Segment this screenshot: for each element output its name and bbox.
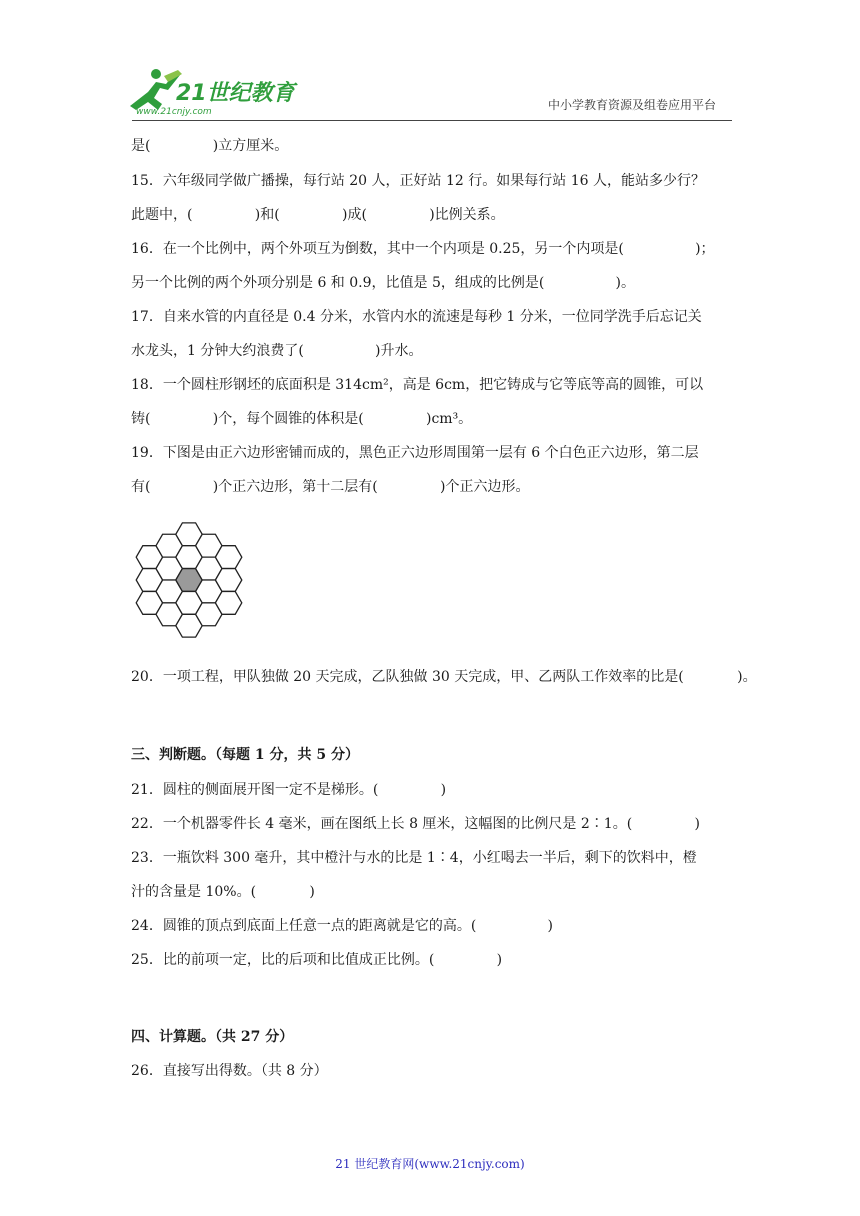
question-23: 23．一瓶饮料 300 毫升，其中橙汁与水的比是 1∶4，小红喝去一半后，剩下的饮料中，橙 bbox=[131, 850, 697, 866]
question-20: 20．一项工程，甲队独做 20 天完成，乙队独做 30 天完成，甲、乙两队工作效率的比是( )。 bbox=[131, 669, 757, 685]
question-26: 26．直接写出得数。（共 8 分） bbox=[131, 1063, 328, 1079]
question-line: 水龙头，1 分钟大约浪费了( )升水。 bbox=[131, 343, 423, 359]
question-15: 15．六年级同学做广播操，每行站 20 人，正好站 12 行。如果每行站 16 人，能站多少行？ bbox=[131, 173, 705, 189]
question-line: 汁的含量是 10%。( ) bbox=[131, 884, 315, 900]
hexagon-tiling-figure bbox=[128, 512, 250, 648]
question-line: 是( )立方厘米。 bbox=[131, 138, 289, 154]
site-logo bbox=[120, 66, 300, 116]
page-header bbox=[0, 0, 860, 125]
logo-text: 21世纪教育 bbox=[176, 81, 295, 106]
question-21: 21．圆柱的侧面展开图一定不是梯形。( ) bbox=[131, 782, 447, 798]
question-24: 24．圆锥的顶点到底面上任意一点的距离就是它的高。( ) bbox=[131, 918, 553, 934]
header-platform-name: 中小学教育资源及组卷应用平台 bbox=[548, 98, 717, 112]
question-18: 18．一个圆柱形钢坯的底面积是 314cm²，高是 6cm，把它铸成与它等底等高的圆锥，可以 bbox=[131, 377, 704, 393]
header-divider bbox=[132, 120, 732, 121]
question-22: 22．一个机器零件长 4 毫米，画在图纸上长 8 厘米，这幅图的比例尺是 2∶1。( ) bbox=[131, 816, 700, 832]
runner-icon bbox=[130, 69, 182, 110]
white-hexagon bbox=[215, 569, 241, 592]
white-hexagon bbox=[215, 591, 241, 614]
page-footer: 21 世纪教育网(www.21cnjy.com) bbox=[335, 1157, 525, 1171]
question-25: 25．比的前项一定，比的后项和比值成正比例。( ) bbox=[131, 952, 503, 968]
question-line: 铸( )个，每个圆锥的体积是( )cm³。 bbox=[131, 411, 473, 427]
question-19: 19．下图是由正六边形密铺而成的，黑色正六边形周围第一层有 6 个白色正六边形，第二层 bbox=[131, 445, 699, 461]
white-hexagon bbox=[215, 546, 241, 569]
question-line: 另一个比例的两个外项分别是 6 和 0.9，比值是 5，组成的比例是( )。 bbox=[131, 275, 636, 291]
question-line: 此题中，( )和( )成( )比例关系。 bbox=[131, 207, 505, 223]
question-16: 16．在一个比例中，两个外项互为倒数，其中一个内项是 0.25，另一个内项是( )； bbox=[131, 241, 715, 257]
logo-subtext: www.21cnjy.com bbox=[136, 107, 212, 116]
section-heading-judgment: 三、判断题。（每题 1 分，共 5 分） bbox=[131, 747, 359, 763]
question-line: 有( )个正六边形，第十二层有( )个正六边形。 bbox=[131, 479, 530, 495]
section-heading-calculation: 四、计算题。（共 27 分） bbox=[131, 1029, 294, 1045]
question-17: 17．自来水管的内直径是 0.4 分米，水管内水的流速是每秒 1 分米，一位同学洗手后忘记关 bbox=[131, 309, 702, 325]
